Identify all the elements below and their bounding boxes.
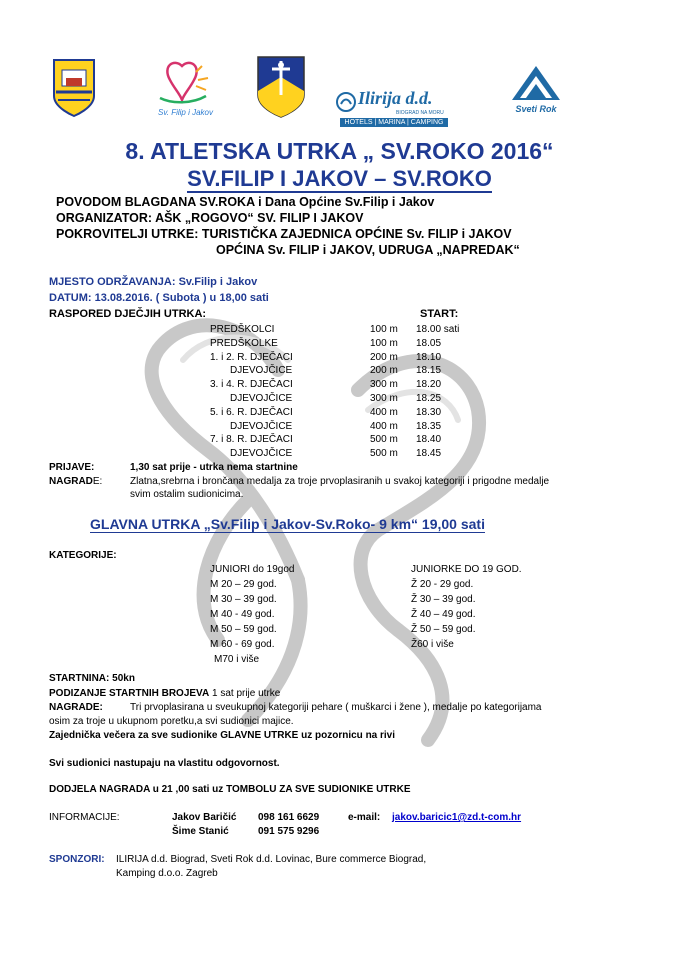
startnina: STARTNINA: 50kn [49,673,135,684]
filip-jakov-logo-text: Sv. Filip i Jakov [158,108,213,117]
odgovornost: Svi sudionici nastupaju na vlastitu odgovornost. [49,758,280,769]
kids-row-name: DJEVOJČICE [230,448,293,460]
category-women-item: Ž 50 – 59 god. [411,624,476,635]
category-men-item: M 60 - 69 god. [210,639,275,650]
podizanje [49,688,280,699]
start-label: START: [420,308,459,320]
kids-row-name: DJEVOJČICE [230,365,293,377]
mjesto: MJESTO ODRŽAVANJA: Sv.Filip i Jakov [49,276,258,288]
kids-row-name: PREDŠKOLKE [210,337,278,349]
nagrade-text-1: Zlatna,srebrna i brončana medalja za troje prvoplasiranih u svakoj kategoriji i prigodne medalje [130,476,550,487]
category-women-item: Ž60 i više [411,639,454,650]
kids-row-name: DJEVOJČICE [230,393,293,404]
category-women-item: Ž 30 – 39 god. [411,594,476,605]
datum: DATUM: 13.08.2016. ( Subota ) u 18,00 sati [49,292,269,304]
email-label: e-mail: [348,812,381,823]
runner-watermark [128,300,508,770]
raspored-label: RASPORED DJEČJIH UTRKA: [49,308,207,320]
nagrade2-label: NAGRADE: [49,702,103,713]
nagrade-label-rest: E: [92,476,103,487]
opcina-coat-of-arms-icon [52,58,96,118]
sponzori-2: Kamping d.o.o. Zagreb [116,868,218,879]
kids-row-time: 18.15 [416,365,442,377]
kids-row-distance: 300 m [370,379,398,391]
prijave-text: 1,30 sat prije - utrka nema startnine [130,462,298,473]
kids-row-distance: 400 m [370,420,398,432]
kids-row-time: 18.20 [416,379,442,391]
nagrade-text-2: svim ostalim sudionicima. [130,489,244,500]
contact1-phone: 098 161 6629 [258,812,320,823]
subtitle [0,166,679,192]
nagrade2-text-2: osim za troje u ukupnom poretku,a svi sudionici majice. [49,716,294,727]
kids-row-time: 18.25 [416,393,442,404]
sveti-rok-logo [508,62,564,118]
category-men-item: JUNIORI do 19god [210,564,295,575]
kids-row-name: PREDŠKOLCI [210,324,275,335]
kids-row-distance: 500 m [370,434,398,446]
podizanje-bold: PODIZANJE STARTNIH BROJEVA [49,688,210,699]
kids-row-distance: 200 m [370,365,398,377]
sveti-rok-label: Sveti Rok [515,104,557,114]
category-men-item: M 40 - 49 god. [210,609,275,620]
kategorije-label: KATEGORIJE: [49,550,117,561]
header-line-pokrovitelji: POKROVITELJI UTRKE: TURISTIČKA ZAJEDNICA OPĆINE Sv. FILIP i JAKOV [56,227,512,241]
sponzori-1: ILIRIJA d.d. Biograd, Sveti Rok d.d. Lovinac, Bure commerce Biograd, [116,854,427,865]
podizanje-rest: 1 sat prije utrke [209,688,281,699]
ilirija-sub: BIOGRAD NA MORU [396,110,444,116]
kids-row-time: 18.40 [416,434,442,446]
kids-row-distance: 400 m [370,406,398,418]
prijave-label: PRIJAVE: [49,462,95,473]
ilirija-emblem-icon [336,92,356,112]
nagrade-label [49,476,102,487]
header-line-opcina: OPĆINA Sv. FILIP i JAKOV, UDRUGA „NAPREDAK“ [216,243,520,257]
subtitle-text: SV.FILIP I JAKOV – SV.ROKO [187,166,492,191]
vecera: Zajednička večera za sve sudionike GLAVNE UTRKE uz pozornicu na rivi [49,730,396,741]
kids-row-distance: 500 m [370,448,398,460]
kids-row-distance: 100 m [370,337,398,349]
ilirija-logo [336,88,452,134]
kids-row-time: 18.30 [416,406,442,418]
kids-row-name: DJEVOJČICE [230,420,293,432]
category-men-item: M 20 – 29 god. [210,579,277,590]
kids-row-distance: 300 m [370,393,398,404]
header-line-povodom: POVODOM BLAGDANA SV.ROKA i Dana Općine Sv.Filip i Jakov [56,195,435,209]
filip-jakov-logo-icon [152,58,214,120]
kids-row-time: 18.10 [416,351,442,363]
category-men-item: M 30 – 39 god. [210,594,277,605]
glavna-utrka-title: GLAVNA UTRKA „Sv.Filip i Jakov-Sv.Roko- 9 km“ 19,00 sati [90,516,485,532]
contact2-name: Šime Stanić [172,826,229,837]
kids-row-name: 1. i 2. R. DJEČACI [210,351,293,363]
main-title: 8. ATLETSKA UTRKA „ SV.ROKO 2016“ [125,138,554,164]
kids-row-name: 7. i 8. R. DJEČACI [210,434,293,446]
dodjela: DODJELA NAGRADA u 21 ,00 sati uz TOMBOLU ZA SVE SUDIONIKE UTRKE [49,784,411,795]
category-women-item: JUNIORKE DO 19 GOD. [411,564,522,575]
nagrade2-text-1: Tri prvoplasirana u sveukupnoj kategoriji pehare ( muškarci i žene ), medalje po kategorijama [130,702,542,713]
kids-row-distance: 100 m [370,324,398,335]
sveti-rok-triangle-icon [508,62,564,104]
header-line-organizator: ORGANIZATOR: AŠK „ROGOVO“ SV. FILIP I JAKOV [56,211,364,225]
municipality-shield-icon [256,55,306,119]
nagrade-label-bold: NAGRAD [49,476,93,487]
email-link[interactable]: jakov.baricic1@zd.t-com.hr [392,812,522,823]
category-men-item: M 50 – 59 god. [210,624,277,635]
kids-row-name: 3. i 4. R. DJEČACI [210,379,293,391]
kids-row-time: 18.45 [416,448,442,460]
category-men-item: M70 i više [214,654,260,665]
category-women-item: Ž 40 – 49 god. [411,609,476,620]
informacije-label: INFORMACIJE: [49,812,120,823]
sponzori-label: SPONZORI: [49,854,105,865]
ilirija-name: Ilirija d.d. [358,88,433,108]
ilirija-tagline: HOTELS | MARINA | CAMPING [340,118,448,127]
kids-row-name: 5. i 6. R. DJEČACI [210,406,293,418]
kids-row-distance: 200 m [370,351,398,363]
kids-row-time: 18.00 sati [416,324,460,335]
kids-row-time: 18.05 [416,337,442,349]
category-women-item: Ž 20 - 29 god. [411,579,474,590]
contact2-phone: 091 575 9296 [258,826,320,837]
kids-row-time: 18.35 [416,420,442,432]
contact1-name: Jakov Baričić [172,812,237,823]
